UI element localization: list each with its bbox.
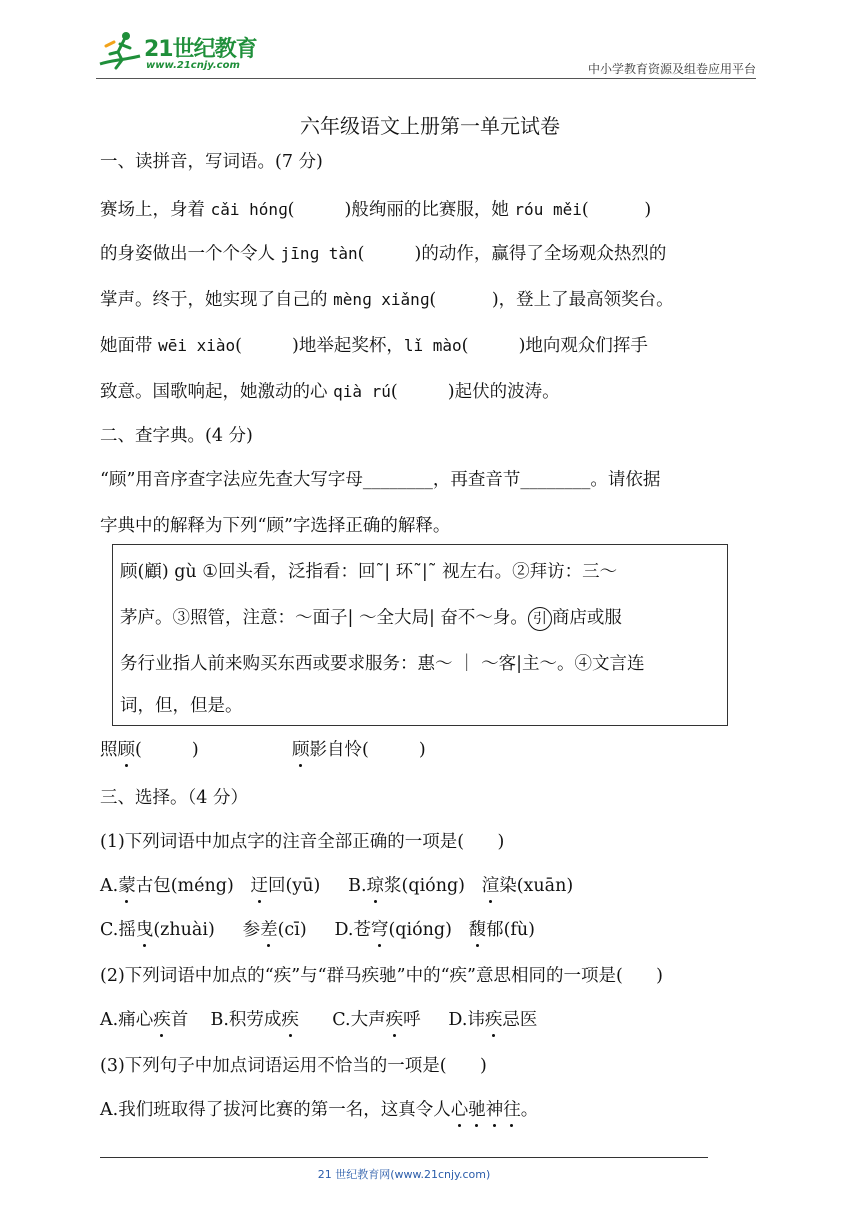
footer-text: 21 世纪教育网(www.21cnjy.com) xyxy=(317,1168,491,1181)
s1-line-4: 她面带 wēi xiào( )地举起奖杯，lǐ mào( )地向观众们挥手 xyxy=(100,336,648,356)
q3: (3)下列句子中加点词语运用不恰当的一项是( ) xyxy=(100,1056,487,1076)
q3-option-a: A.我们班取得了拔河比赛的第一名，这真令人心驰神往。 xyxy=(100,1096,538,1121)
logo-url: www.21cnjy.com xyxy=(146,60,240,71)
q1-options-cd: C.摇曳(zhuài) 参差(cī) D.苍穹(qióng) 馥郁(fù) xyxy=(100,916,535,941)
s2-line-2: 字典中的解释为下列“顾”字选择正确的解释。 xyxy=(100,516,451,536)
s1-line-5: 致意。国歌响起，她激动的心 qià rú( )起伏的波涛。 xyxy=(100,382,560,402)
s2-line-1: “顾”用音序查字法应先查大写字母________，再查音节________。请依据 xyxy=(100,470,661,490)
runner-logo-icon xyxy=(96,30,144,76)
footer-divider xyxy=(100,1157,708,1158)
q1-options-ab: A.蒙古包(méng) 迂回(yū) B.琼浆(qióng) 渲染(xuān) xyxy=(100,872,573,897)
section3-heading: 三、选择。（4 分） xyxy=(100,788,248,808)
page-header xyxy=(96,30,756,82)
dict-line-3: 务行业指人前来购买东西或要求服务：惠～ ｜ ～客|主～。④文言连 xyxy=(120,654,645,674)
logo xyxy=(96,30,266,78)
header-divider xyxy=(96,78,756,79)
s1-line-1: 赛场上，身着 cǎi hónɡ( )般绚丽的比赛服，她 róu měi( ) xyxy=(100,200,652,220)
section2-heading: 二、查字典。(4 分) xyxy=(100,426,253,446)
platform-name: 中小学教育资源及组卷应用平台 xyxy=(587,62,756,76)
s2-question-a: 照顾( ) xyxy=(100,736,199,761)
page-title: 六年级语文上册第一单元试卷 xyxy=(300,114,560,138)
s2-question-b: 顾影自怜( ) xyxy=(292,736,426,761)
dict-line-1: 顾(顧) gù ①回头看，泛指看：回˜| 环˜|˜ 视左右。②拜访：三～ xyxy=(120,562,618,582)
section1-heading: 一、读拼音，写词语。(7 分) xyxy=(100,152,323,172)
logo-text: 21世纪教育 xyxy=(144,37,257,62)
q2-options: A.痛心疾首 B.积劳成疾 C.大声疾呼 D.讳疾忌医 xyxy=(100,1006,537,1031)
circled-char: 引 xyxy=(528,607,552,631)
s1-line-2: 的身姿做出一个个令人 jīnɡ tàn( )的动作，赢得了全场观众热烈的 xyxy=(100,244,667,264)
q1: (1)下列词语中加点字的注音全部正确的一项是( ) xyxy=(100,832,505,852)
dict-line-2: 茅庐。③照管，注意：～面子| ～全大局| 奋不～身。 引 商店或服 xyxy=(120,604,622,631)
s1-line-3: 掌声。终于，她实现了自己的 mènɡ xiǎnɡ( )，登上了最高领奖台。 xyxy=(100,290,674,310)
dict-line-4: 词，但，但是。 xyxy=(120,696,243,716)
q2: (2)下列词语中加点的“疾”与“群马疾驰”中的“疾”意思相同的一项是( ) xyxy=(100,966,663,986)
